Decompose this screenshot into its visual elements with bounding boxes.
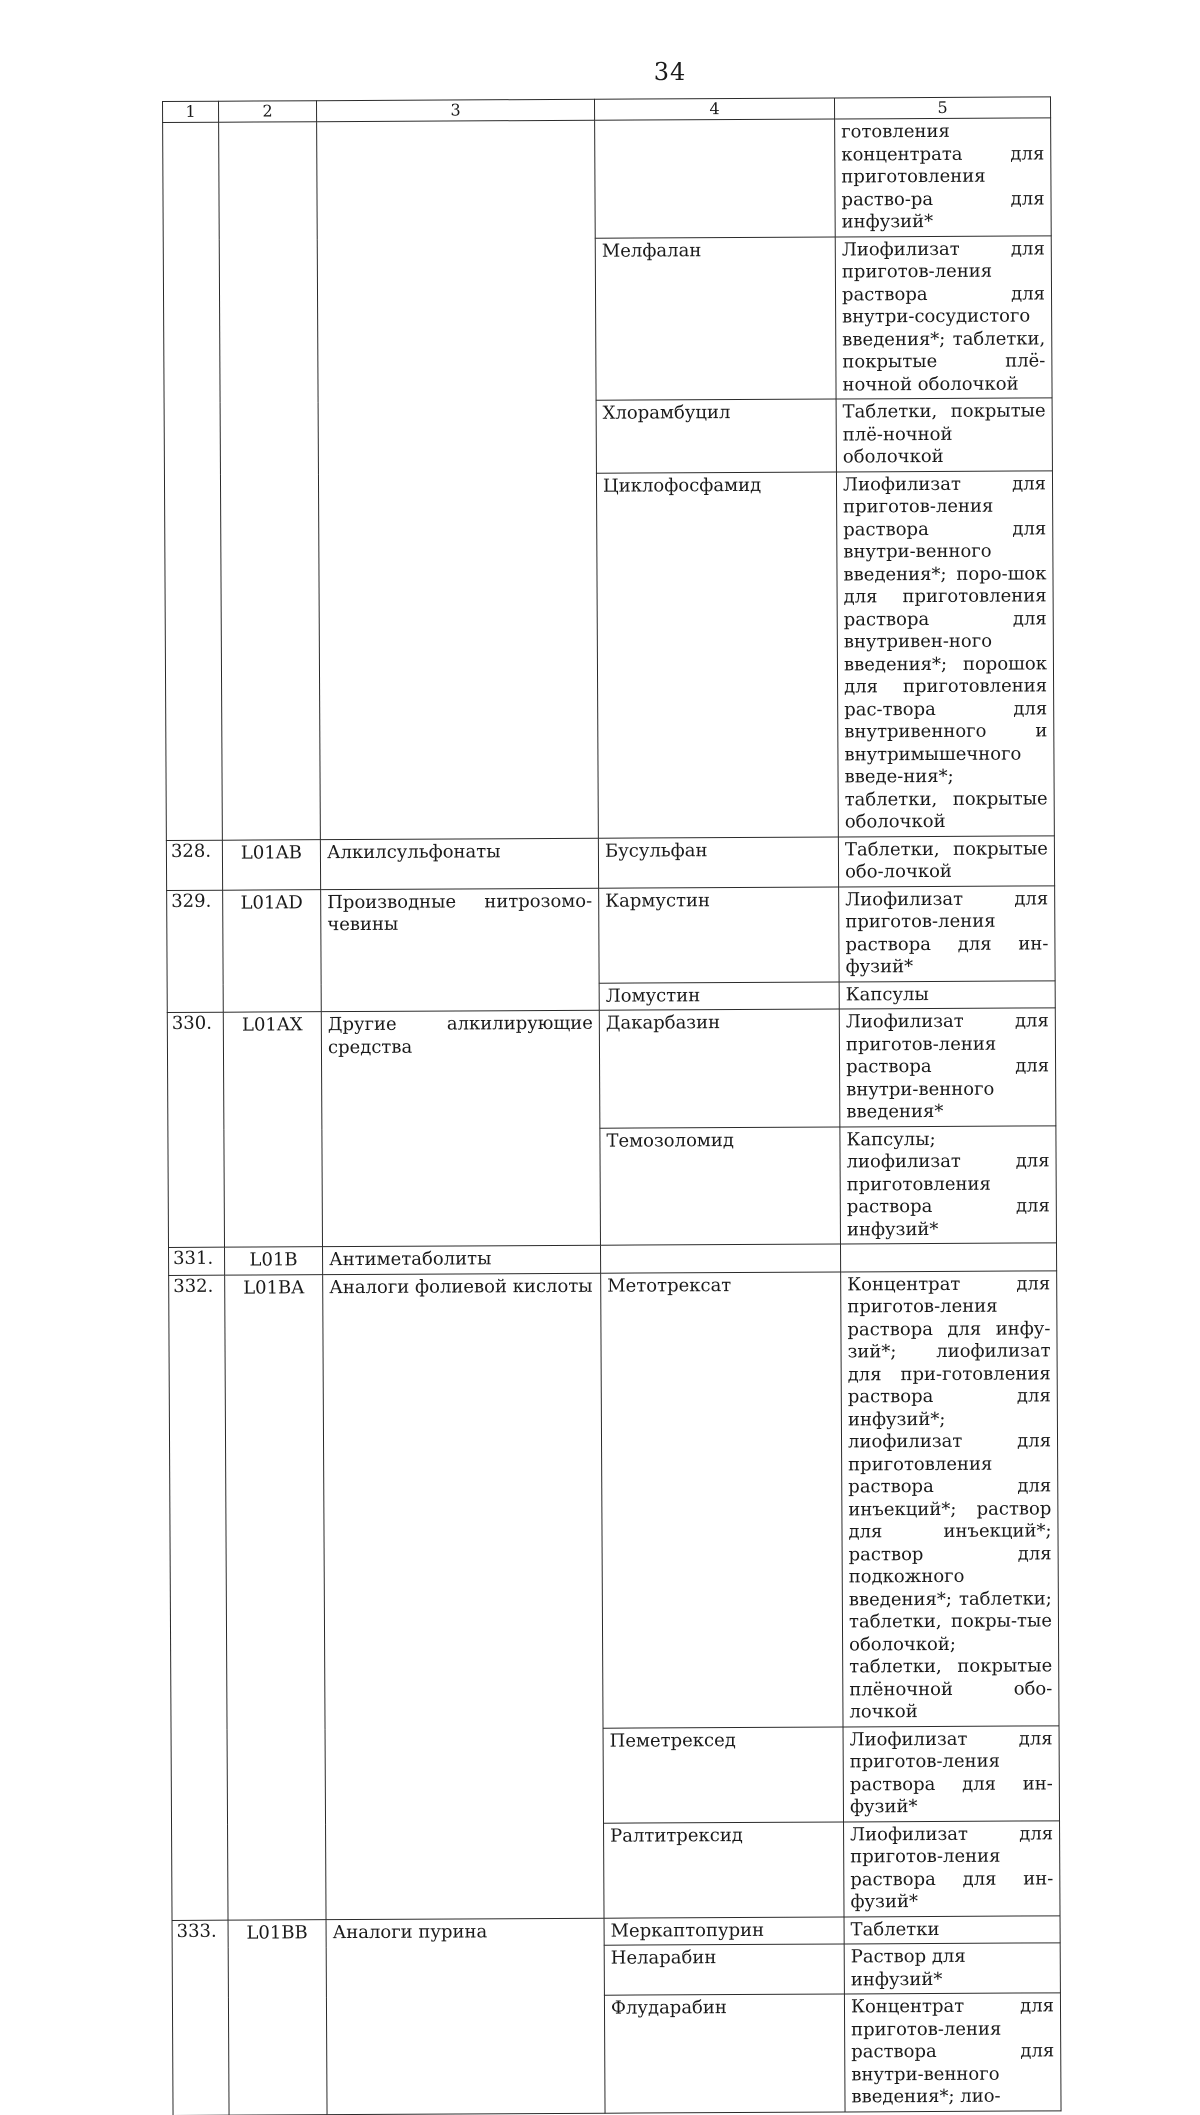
dosage-form: Лиофилизат для приготов-ления раствора для ин-фузий* (839, 885, 1055, 981)
row-number: 330. (167, 1012, 224, 1247)
row-number: 328. (166, 840, 222, 890)
atc-code: L01BB (228, 1919, 327, 2115)
drug-table (162, 96, 1062, 2115)
drug-name: Меркаптопурин (604, 1916, 844, 1945)
column-header-5: 5 (834, 97, 1050, 119)
dosage-form: Таблетки, покрытые обо-лочкой (838, 835, 1054, 886)
drug-name: Темозоломид (600, 1126, 841, 1245)
atc-code: L01BA (225, 1274, 326, 1920)
group-name: Производные нитрозомо-чевины (321, 888, 600, 1012)
atc-code-cell (219, 122, 321, 840)
column-header-3: 3 (317, 99, 595, 121)
drug-cell (595, 119, 836, 238)
atc-code: L01AX (223, 1012, 322, 1248)
dosage-form: Концентрат для приготов-ления раствора для внутри-венного введения*; лио- (844, 1993, 1061, 2112)
dosage-form: Лиофилизат для приготов-ления раствора для внутри-венного введения*; поро-шок для приготовления раствора для внутривен-ного введения*; порошок для приготовления рас-твора для внутривенного и внутримышечного введе-ния*; таблетки, покрытые оболочкой (836, 470, 1054, 836)
drug-name: Кармустин (599, 886, 839, 982)
column-header-2: 2 (219, 101, 317, 123)
drug-name: Хлорамбуцил (596, 399, 836, 473)
dosage-form: Капсулы (839, 980, 1055, 1009)
dosage-form: Лиофилизат для приготов-ления раствора для внутри-сосудистого введения*; таблетки, покрытые плё-ночной оболочкой (835, 235, 1052, 399)
page-number: 34 (653, 58, 687, 86)
dosage-form-cell (840, 1243, 1056, 1272)
atc-code: L01AB (222, 839, 320, 890)
group-name: Антиметаболиты (323, 1245, 601, 1274)
drug-name: Неларабин (604, 1944, 844, 1995)
table-row (166, 835, 1054, 890)
dosage-form: Лиофилизат для приготов-ления раствора для ин-фузий* (844, 1820, 1060, 1916)
group-name: Аналоги фолиевой кислоты (323, 1273, 604, 1919)
dosage-form: Концентрат для приготов-ления раствора для инфу-зий*; лиофилизат для при-готовления раствора для инфузий*; лиофилизат для приготовления раствора для инъекций*; раствор для инъекций*; раствор для подкожного введения*; таблетки; таблетки, покры-тые оболочкой; таблетки, покрытые плёночной обо-лочкой (841, 1270, 1059, 1726)
drug-name: Бусульфан (598, 836, 838, 887)
column-header-1: 1 (163, 101, 219, 122)
drug-name: Пеметрексед (603, 1726, 843, 1822)
group-name: Алкилсульфонаты (320, 838, 598, 889)
dosage-form: Таблетки (844, 1915, 1060, 1944)
atc-code: L01B (225, 1247, 323, 1275)
dosage-form: Раствор для инфузий* (844, 1943, 1060, 1994)
table-row (167, 1008, 1056, 1130)
dosage-form: Лиофилизат для приготов-ления раствора для внутри-венного введения* (839, 1008, 1056, 1127)
dosage-form-cell: готовления концентрата для приготовления раство-ра для инфузий* (835, 118, 1052, 237)
drug-name: Ломустин (599, 981, 839, 1010)
drug-name: Метотрексат (601, 1271, 843, 1727)
dosage-form: Таблетки, покрытые плё-ночной оболочкой (836, 398, 1052, 472)
row-number: 329. (167, 890, 224, 1013)
row-number: 331. (169, 1247, 225, 1275)
group-name: Аналоги пурина (326, 1918, 605, 2114)
dosage-form: Капсулы; лиофилизат для приготовления раствора для инфузий* (840, 1125, 1057, 1244)
drug-cell (600, 1244, 840, 1273)
drug-name: Дакарбазин (599, 1009, 840, 1128)
table-row (163, 118, 1052, 240)
atc-code: L01AD (223, 889, 322, 1012)
table-row (169, 1270, 1059, 1730)
drug-name: Мелфалан (595, 236, 836, 400)
column-header-4: 4 (594, 98, 834, 120)
drug-name: Ралтитрексид (604, 1821, 844, 1917)
group-cell (317, 120, 599, 839)
row-number-cell (163, 122, 223, 840)
drug-name: Циклофосфамид (596, 471, 838, 837)
row-number: 333. (172, 1920, 229, 2115)
group-name: Другие алкилирующие средства (321, 1010, 600, 1246)
table-row (167, 885, 1055, 985)
drug-name: Флударабин (604, 1994, 845, 2113)
row-number: 332. (169, 1275, 228, 1920)
dosage-form: Лиофилизат для приготов-ления раствора для ин-фузий* (843, 1725, 1059, 1821)
